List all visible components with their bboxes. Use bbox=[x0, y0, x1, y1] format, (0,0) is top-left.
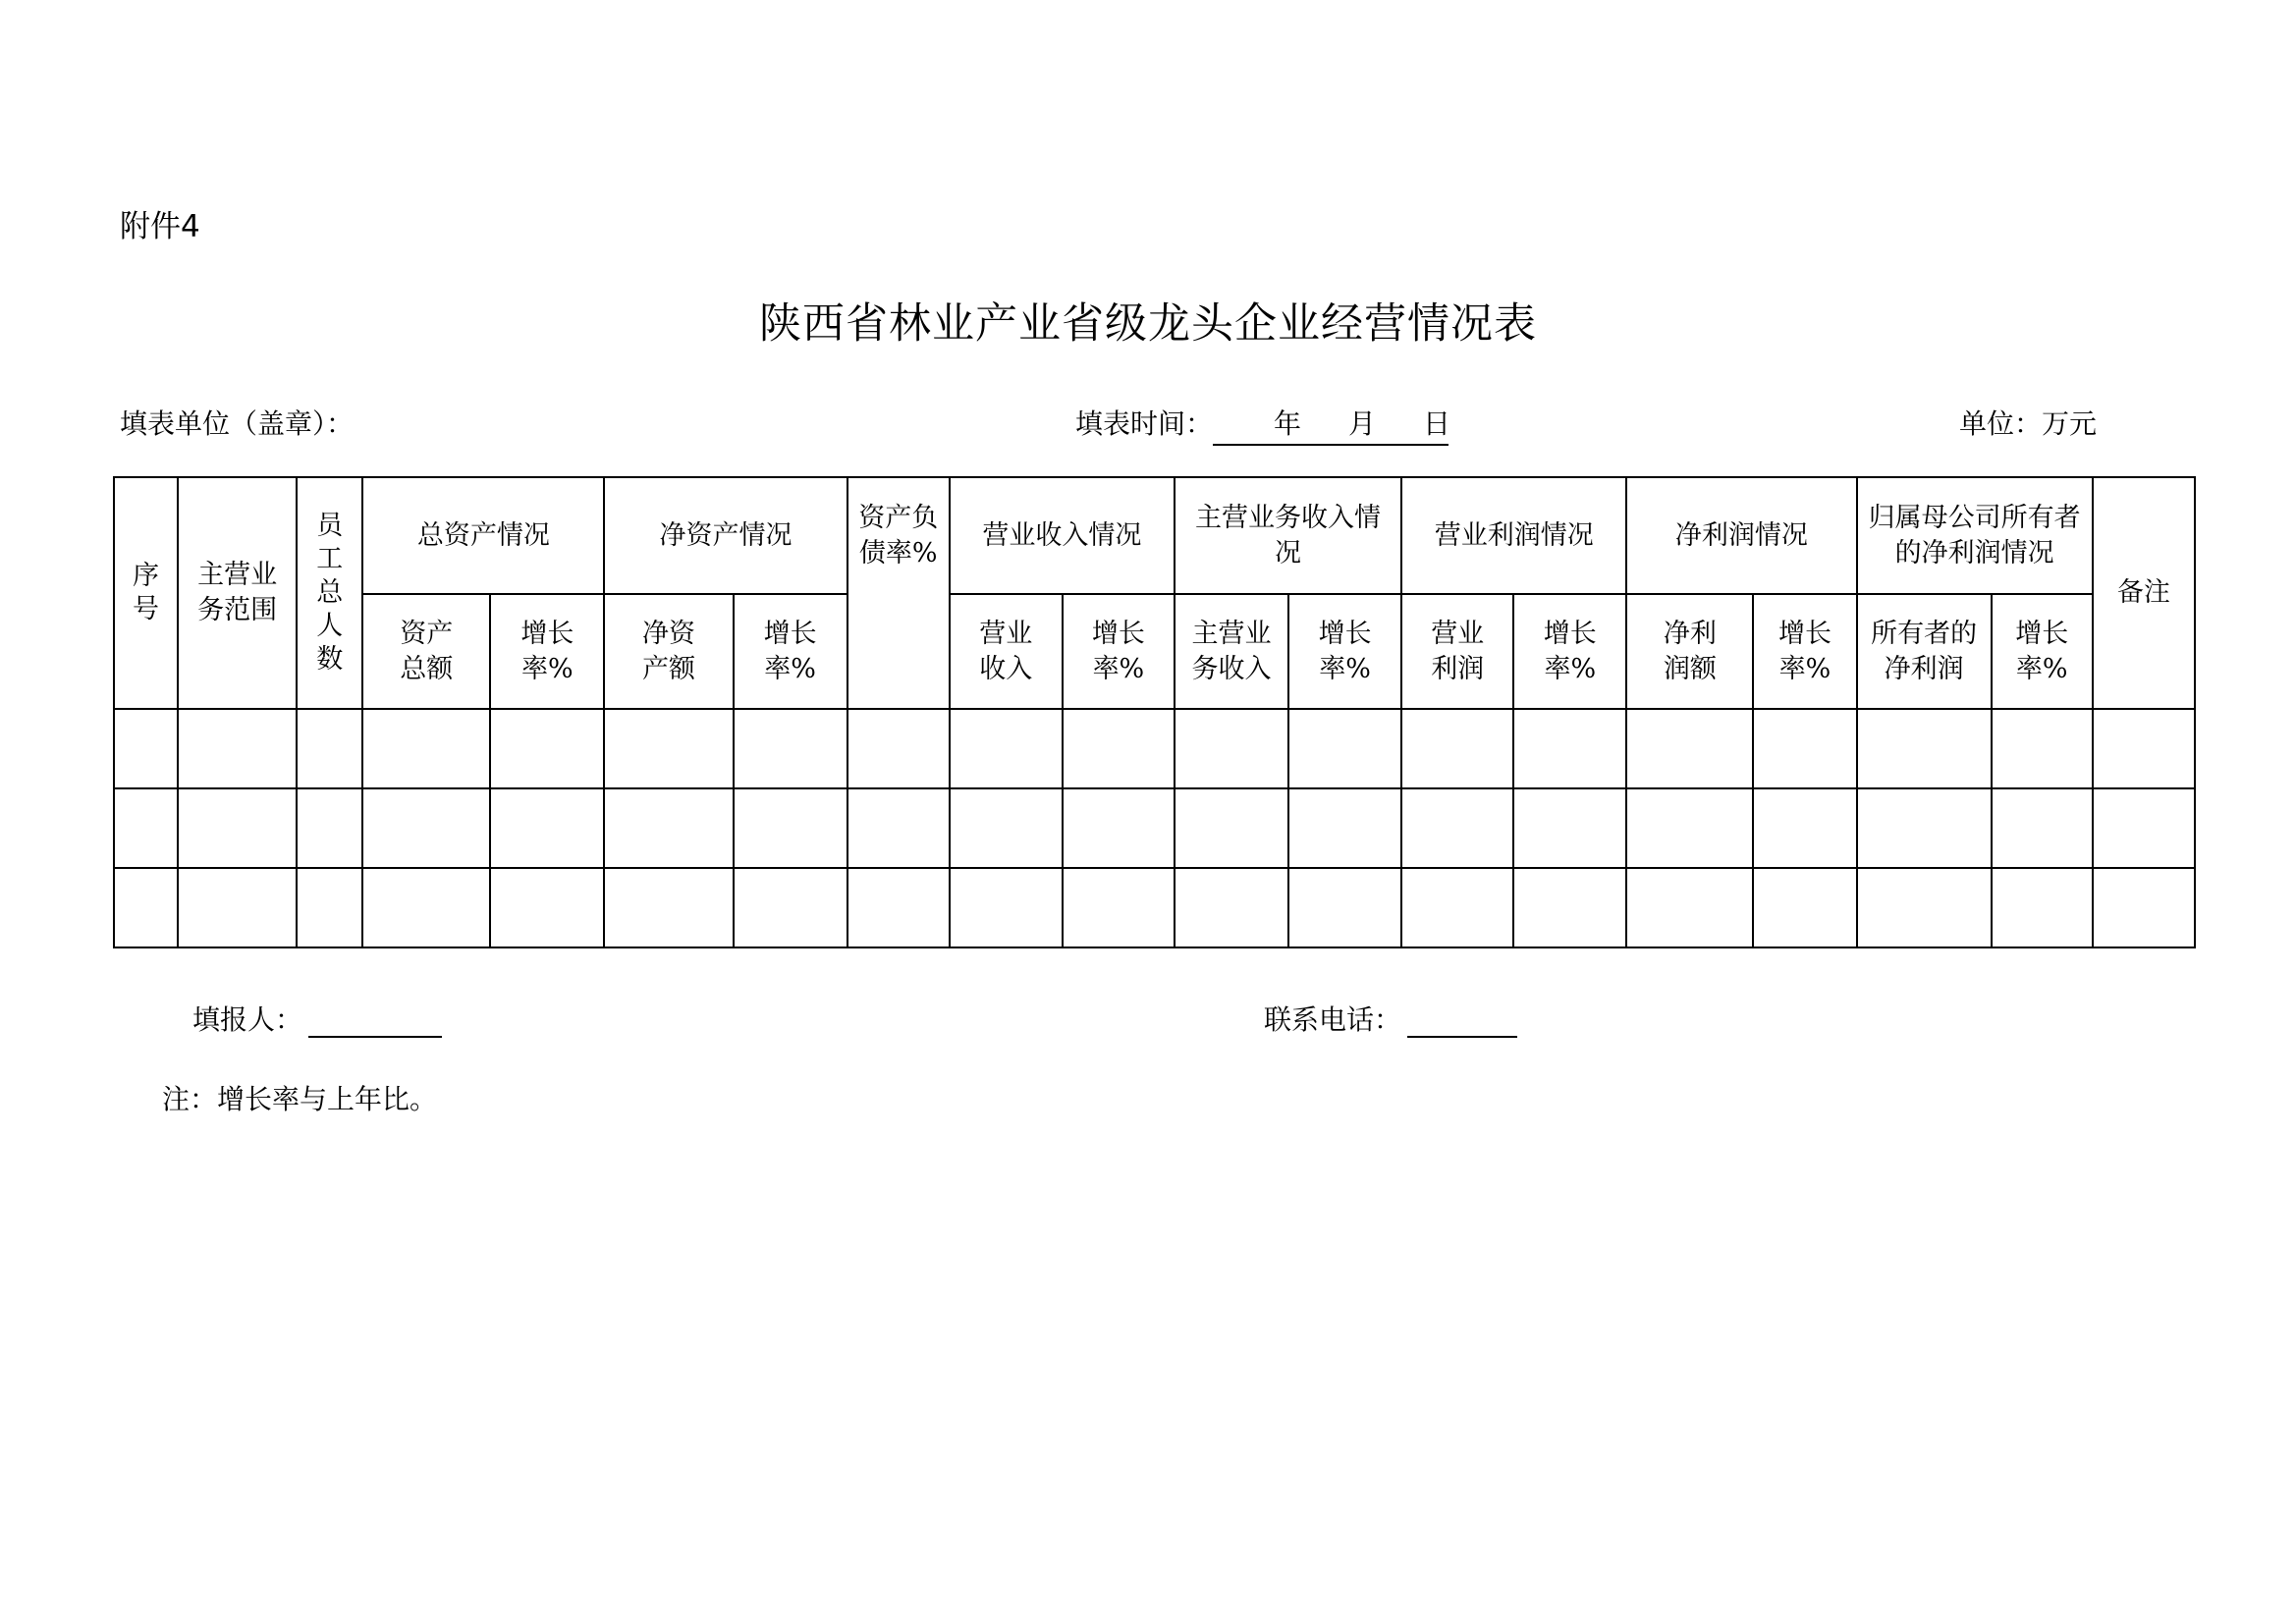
table-cell[interactable] bbox=[1063, 788, 1175, 868]
sub-parent-profit-growth: 增长率% bbox=[1992, 594, 2093, 709]
sub-total-assets: 资产总额 bbox=[362, 594, 490, 709]
table-cell[interactable] bbox=[297, 788, 362, 868]
header-revenue: 营业收入情况 bbox=[950, 477, 1175, 594]
table-cell[interactable] bbox=[950, 868, 1063, 947]
table-cell[interactable] bbox=[950, 709, 1063, 788]
table-cell[interactable] bbox=[1513, 709, 1626, 788]
header-op-profit: 营业利润情况 bbox=[1401, 477, 1626, 594]
table-cell[interactable] bbox=[1063, 709, 1175, 788]
table-cell[interactable] bbox=[1626, 788, 1753, 868]
year-label: 年 bbox=[1274, 407, 1302, 440]
table-cell[interactable] bbox=[1857, 709, 1992, 788]
table-cell[interactable] bbox=[847, 709, 950, 788]
header-debt-ratio: 资产负债率% bbox=[847, 477, 950, 709]
sub-parent-profit: 所有者的净利润 bbox=[1857, 594, 1992, 709]
table-cell[interactable] bbox=[114, 868, 178, 947]
sub-op-profit: 营业利润 bbox=[1401, 594, 1513, 709]
table-cell[interactable] bbox=[1753, 868, 1856, 947]
filler-blank[interactable] bbox=[308, 1010, 442, 1038]
table-cell[interactable] bbox=[604, 709, 733, 788]
page-title: 陕西省林业产业省级龙头企业经营情况表 bbox=[759, 299, 1537, 349]
filling-time bbox=[1075, 403, 1449, 446]
table-cell[interactable] bbox=[1063, 868, 1175, 947]
table-cell[interactable] bbox=[114, 788, 178, 868]
table-cell[interactable] bbox=[490, 788, 604, 868]
header-row-1 bbox=[114, 477, 2195, 594]
sub-revenue: 营业收入 bbox=[950, 594, 1063, 709]
operations-table bbox=[113, 476, 2196, 948]
table-cell[interactable] bbox=[178, 788, 297, 868]
table-cell[interactable] bbox=[297, 868, 362, 947]
header-row-2 bbox=[114, 594, 2195, 709]
sub-revenue-growth: 增长率% bbox=[1063, 594, 1175, 709]
table-cell[interactable] bbox=[1401, 709, 1513, 788]
table-cell[interactable] bbox=[362, 788, 490, 868]
table-cell[interactable] bbox=[362, 868, 490, 947]
table-cell[interactable] bbox=[2093, 709, 2195, 788]
table-cell[interactable] bbox=[950, 788, 1063, 868]
day-label: 日 bbox=[1423, 407, 1451, 440]
table-cell[interactable] bbox=[1288, 868, 1401, 947]
header-net-assets: 净资产情况 bbox=[604, 477, 847, 594]
table-cell[interactable] bbox=[1513, 788, 1626, 868]
table-cell[interactable] bbox=[1513, 868, 1626, 947]
table-cell[interactable] bbox=[1992, 709, 2093, 788]
table-cell[interactable] bbox=[1992, 868, 2093, 947]
sub-total-assets-growth: 增长率% bbox=[490, 594, 604, 709]
sub-net-profit: 净利润额 bbox=[1626, 594, 1753, 709]
table-cell[interactable] bbox=[1401, 868, 1513, 947]
sub-net-assets: 净资产额 bbox=[604, 594, 733, 709]
table-row bbox=[114, 709, 2195, 788]
table-cell[interactable] bbox=[178, 868, 297, 947]
sub-op-profit-growth: 增长率% bbox=[1513, 594, 1626, 709]
table-cell[interactable] bbox=[114, 709, 178, 788]
table-cell[interactable] bbox=[604, 788, 733, 868]
date-blank[interactable] bbox=[1213, 403, 1449, 446]
header-staff: 员工总人数 bbox=[297, 477, 362, 709]
header-scope: 主营业务范围 bbox=[178, 477, 297, 709]
table-cell[interactable] bbox=[2093, 868, 2195, 947]
filler bbox=[192, 999, 442, 1038]
table-cell[interactable] bbox=[1857, 788, 1992, 868]
footnote: 注：增长率与上年比。 bbox=[162, 1083, 438, 1115]
contact-phone bbox=[1264, 999, 1517, 1038]
phone-blank[interactable] bbox=[1407, 1010, 1517, 1038]
table-cell[interactable] bbox=[1401, 788, 1513, 868]
table-cell[interactable] bbox=[734, 709, 847, 788]
header-total-assets: 总资产情况 bbox=[362, 477, 604, 594]
table-cell[interactable] bbox=[1288, 709, 1401, 788]
table-cell[interactable] bbox=[490, 868, 604, 947]
filling-time-label: 填表时间： bbox=[1075, 407, 1214, 440]
table-cell[interactable] bbox=[2093, 788, 2195, 868]
table-cell[interactable] bbox=[1288, 788, 1401, 868]
table-cell[interactable] bbox=[1626, 709, 1753, 788]
table-cell[interactable] bbox=[297, 709, 362, 788]
table-cell[interactable] bbox=[847, 788, 950, 868]
header-net-profit: 净利润情况 bbox=[1626, 477, 1856, 594]
header-seq: 序号 bbox=[114, 477, 178, 709]
table-row bbox=[114, 868, 2195, 947]
table-cell[interactable] bbox=[1857, 868, 1992, 947]
table-cell[interactable] bbox=[604, 868, 733, 947]
header-main-revenue: 主营业务收入情况 bbox=[1175, 477, 1401, 594]
sub-main-revenue: 主营业务收入 bbox=[1175, 594, 1288, 709]
phone-label: 联系电话： bbox=[1264, 1003, 1402, 1036]
table-cell[interactable] bbox=[178, 709, 297, 788]
table-cell[interactable] bbox=[1992, 788, 2093, 868]
table-cell[interactable] bbox=[734, 788, 847, 868]
month-label: 月 bbox=[1348, 407, 1377, 440]
header-parent-profit: 归属母公司所有者的净利润情况 bbox=[1857, 477, 2093, 594]
sub-net-profit-growth: 增长率% bbox=[1753, 594, 1856, 709]
filling-unit-label: 填表单位（盖章）： bbox=[120, 407, 355, 440]
table-cell[interactable] bbox=[1175, 709, 1288, 788]
currency-unit-label: 单位：万元 bbox=[1959, 407, 2098, 440]
table-cell[interactable] bbox=[734, 868, 847, 947]
attachment-label: 附件4 bbox=[120, 209, 200, 244]
sub-net-assets-growth: 增长率% bbox=[734, 594, 847, 709]
table-cell[interactable] bbox=[362, 709, 490, 788]
table-cell[interactable] bbox=[1753, 788, 1856, 868]
filler-label: 填报人： bbox=[192, 1003, 303, 1036]
sub-main-revenue-growth: 增长率% bbox=[1288, 594, 1401, 709]
table-row bbox=[114, 788, 2195, 868]
table-cell[interactable] bbox=[1626, 868, 1753, 947]
table-cell[interactable] bbox=[1175, 788, 1288, 868]
table-cell[interactable] bbox=[847, 868, 950, 947]
header-remarks: 备注 bbox=[2093, 477, 2195, 709]
table-cell[interactable] bbox=[1753, 709, 1856, 788]
table-cell[interactable] bbox=[1175, 868, 1288, 947]
table-cell[interactable] bbox=[490, 709, 604, 788]
